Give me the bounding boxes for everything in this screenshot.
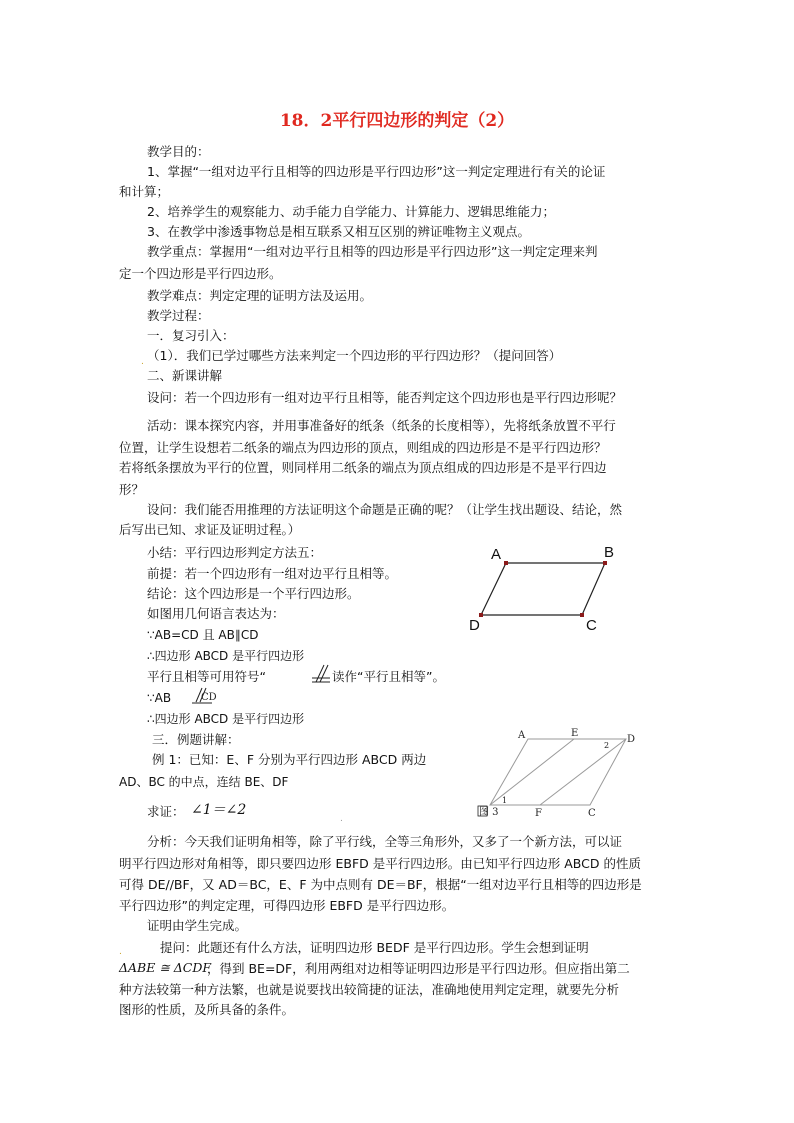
annotation-mark: . bbox=[141, 357, 144, 367]
text-line: 平行且相等可用符号“ bbox=[147, 669, 266, 684]
point-c-marker bbox=[580, 613, 584, 617]
parallel-equal-symbol bbox=[310, 662, 332, 686]
text-line: 2、培养学生的观察能力、动手能力自学能力、计算能力、逻辑思维能力； bbox=[147, 204, 555, 219]
text-line: 如图用几何语言表达为： bbox=[147, 606, 285, 621]
text-line: 教学难点：判定定理的证明方法及运用。 bbox=[147, 288, 373, 303]
text-line: 活动：课本探究内容，并用事准备好的纸条（纸条的长度相等），先将纸条放置不平行 bbox=[147, 418, 616, 433]
figure-caption: 图 3 bbox=[479, 807, 499, 818]
text-line: 证明由学生完成。 bbox=[147, 918, 248, 933]
parallel-equal-symbol bbox=[190, 686, 217, 706]
text-line: 形？ bbox=[119, 482, 145, 497]
svg-text:CD: CD bbox=[201, 692, 217, 703]
text-line: 前提：若一个四边形有一组对边平行且相等。 bbox=[147, 566, 398, 581]
annotation-mark: . bbox=[119, 947, 122, 957]
point-c-label: C bbox=[588, 808, 596, 819]
point-a-label: A bbox=[518, 730, 526, 741]
text-line: 设问：若一个四边形有一组对边平行且相等，能否判定这个四边形也是平行四边形呢？ bbox=[147, 390, 623, 405]
text-line: 读作“平行且相等”。 bbox=[332, 669, 445, 684]
text-line: ，得到 BE=DF，利用两组对边相等证明四边形是平行四边形。但应指出第二 bbox=[207, 961, 630, 976]
text-line: ∵AB=CD 且 AB∥CD bbox=[147, 628, 259, 642]
text-line: 明平行四边形对角相等，即只要四边形 EBFD 是平行四边形。由已知平行四边形 ABCD 的性质 bbox=[119, 856, 641, 871]
text-line: 教学目的： bbox=[147, 144, 210, 159]
point-d-label: D bbox=[469, 617, 480, 634]
parallelogram-figure-abcd bbox=[460, 540, 620, 635]
text-line: 例 1：已知：E、F 分别为平行四边形 ABCD 两边 bbox=[152, 752, 427, 767]
text-line: 结论：这个四边形是一个平行四边形。 bbox=[147, 586, 360, 601]
text-line: 定一个四边形是平行四边形。 bbox=[119, 266, 282, 281]
text-line: 3、在教学中渗透事物总是相互联系又相互区别的辨证唯物主义观点。 bbox=[147, 224, 530, 239]
page-title: 18．2平行四边形的判定（2） bbox=[279, 111, 515, 131]
text-line: （1）．我们已学过哪些方法来判定一个四边形的平行四边形？（提问回答） bbox=[147, 348, 562, 363]
text-line: 图形的性质，及所具备的条件。 bbox=[119, 1002, 295, 1017]
angle-1-label: 1 bbox=[502, 796, 508, 805]
text-line: 提问：此题还有什么方法，证明四边形 BEDF 是平行四边形。学生会想到证明 bbox=[160, 940, 589, 955]
point-b-label: B bbox=[604, 544, 615, 561]
text-line: 1、掌握“一组对边平行且相等的四边形是平行四边形”这一判定定理进行有关的论证 bbox=[147, 164, 606, 179]
example-figure-3 bbox=[470, 725, 645, 825]
text-line: 教学过程： bbox=[147, 308, 210, 323]
point-d-label: D bbox=[627, 734, 636, 745]
text-line: 和计算； bbox=[119, 184, 170, 199]
text-line: 小结：平行四边形判定方法五： bbox=[147, 545, 323, 560]
text-line: 后写出已知、求证及证明过程。） bbox=[119, 522, 301, 537]
text-line: 二、新课讲解 bbox=[147, 368, 223, 383]
point-c-label: C bbox=[586, 617, 597, 634]
text-line: 教学重点：掌握用“一组对边平行且相等的四边形是平行四边形”这一判定定理来判 bbox=[147, 244, 598, 259]
text-line: 设问：我们能否用推理的方法证明这个命题是正确的呢？（让学生找出题设、结论，然 bbox=[147, 502, 623, 517]
congruence-expression: ΔABE ≅ ΔCDF bbox=[119, 960, 212, 975]
text-line: 可得 DE//BF，又 AD＝BC，E、F 为中点则有 DE＝BF，根据“一组对边平行且相等的四边形是 bbox=[119, 877, 642, 892]
text-line: 求证： bbox=[147, 804, 185, 819]
text-line: ∵AB bbox=[147, 691, 172, 705]
point-f-label: F bbox=[535, 808, 542, 819]
point-a-marker bbox=[504, 561, 508, 565]
text-line: 一．复习引入： bbox=[147, 328, 235, 343]
text-line: 位置，让学生设想若二纸条的端点为四边形的顶点，则组成的四边形是不是平行四边形？ bbox=[119, 440, 607, 455]
point-a-label: A bbox=[491, 546, 502, 563]
text-line: ∴四边形 ABCD 是平行四边形 bbox=[147, 712, 305, 726]
annotation-mark: . bbox=[340, 814, 343, 824]
text-line: 若将纸条摆放为平行的位置，则同样用二纸条的端点为顶点组成的四边形是不是平行四边 bbox=[119, 460, 607, 475]
point-e-label: E bbox=[571, 728, 579, 739]
text-line: 种方法较第一种方法繁，也就是说要找出较简捷的证法，准确地使用判定定理，就要先分析 bbox=[119, 982, 620, 997]
text-line: 分析：今天我们证明角相等，除了平行线，全等三角形外，又多了一个新方法，可以证 bbox=[147, 834, 623, 849]
angle-equation: ∠1＝∠2 bbox=[191, 802, 247, 818]
text-line: 平行四边形”的判定定理，可得四边形 EBFD 是平行四边形。 bbox=[119, 898, 455, 913]
text-line: 三．例题讲解： bbox=[152, 732, 240, 747]
point-b-marker bbox=[603, 561, 607, 565]
text-line: ∴四边形 ABCD 是平行四边形 bbox=[147, 649, 305, 663]
angle-2-label: 2 bbox=[604, 741, 610, 750]
text-line: AD、BC 的中点，连结 BE、DF bbox=[119, 775, 289, 789]
